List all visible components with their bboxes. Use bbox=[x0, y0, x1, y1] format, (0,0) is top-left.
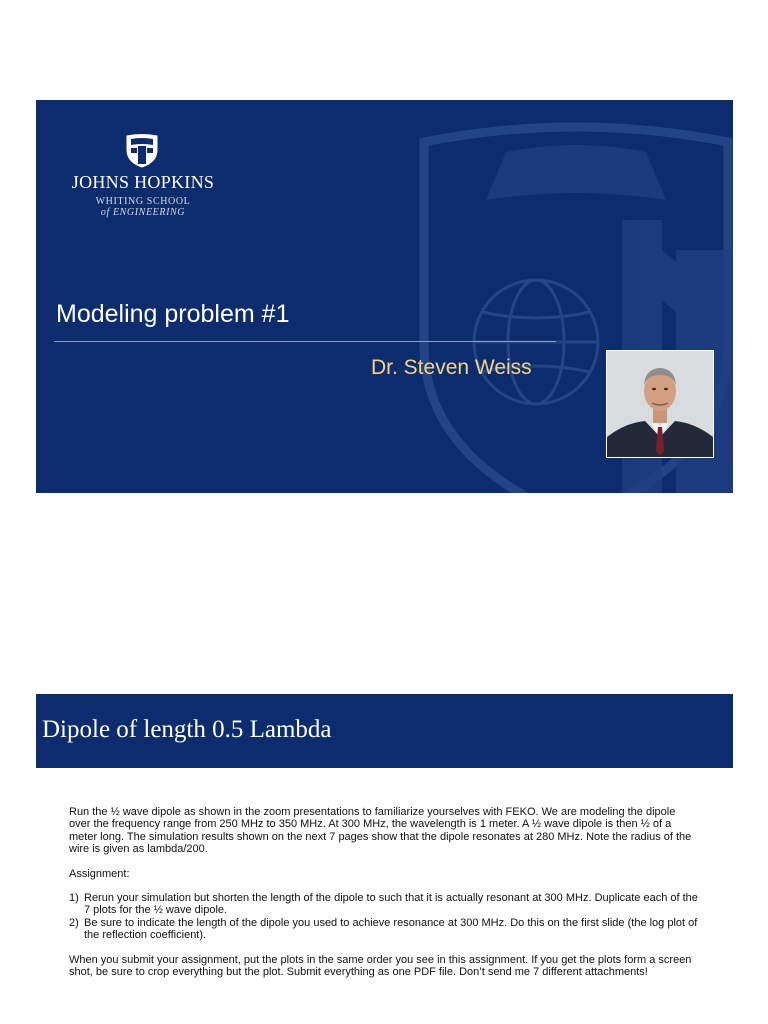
list-item-text: Be sure to indicate the length of the dipole you used to achieve resonance at 300 MHz. Do this on the first slide (the log plot of the reflection coefficient). bbox=[84, 916, 698, 942]
slide-title: Dipole of length 0.5 Lambda bbox=[42, 716, 332, 743]
list-item bbox=[69, 892, 699, 917]
title-slide bbox=[36, 100, 733, 493]
slide-title: Modeling problem #1 bbox=[56, 300, 290, 328]
logo-title: JOHNS HOPKINS bbox=[71, 172, 215, 192]
logo-subtitle-line1: WHITING SCHOOL bbox=[95, 196, 191, 207]
list-item-number: 1) bbox=[69, 892, 79, 905]
presenter-name: Dr. Steven Weiss bbox=[371, 356, 532, 379]
jhu-shield-icon bbox=[124, 134, 160, 168]
title-divider bbox=[54, 341, 556, 342]
list-item-text: Rerun your simulation but shorten the length of the dipole to such that it is actually resonant at 300 MHz. Duplicate each of the 7 plots for the ½ wave dipole. bbox=[84, 892, 698, 917]
list-item-number: 2) bbox=[69, 916, 79, 929]
assignment-list bbox=[69, 892, 699, 942]
logo-subtitle-line2: of ENGINEERING bbox=[100, 207, 186, 218]
intro-paragraph: Run the ½ wave dipole as shown in the zoom presentations to familiarize yourselves with FEKO. We are modeling the dipole over the frequency range from 250 MHz to 350 MHz. At 300 MHz, the wavelength is 1 meter. A ½ wave dipole is then ½ of a meter long. The simulation results shown on the next 7 pages show that the dipole resonates at 280 MHz. Note the radius of the wire is given as lambda/200. bbox=[69, 806, 692, 856]
presenter-photo bbox=[606, 350, 714, 458]
assignment-label: Assignment: bbox=[69, 867, 130, 880]
closing-paragraph: When you submit your assignment, put the plots in the same order you see in this assignment. If you get the plots form a screen shot, be sure to crop everything but the plot. Submit everything as one PDF file. Don’t send me 7 different attachments! bbox=[69, 953, 692, 979]
assignment-slide bbox=[36, 694, 733, 1024]
slide-header bbox=[36, 694, 733, 768]
presenter-portrait-icon bbox=[607, 351, 713, 457]
assignment-body bbox=[69, 806, 699, 978]
list-item bbox=[69, 917, 699, 942]
